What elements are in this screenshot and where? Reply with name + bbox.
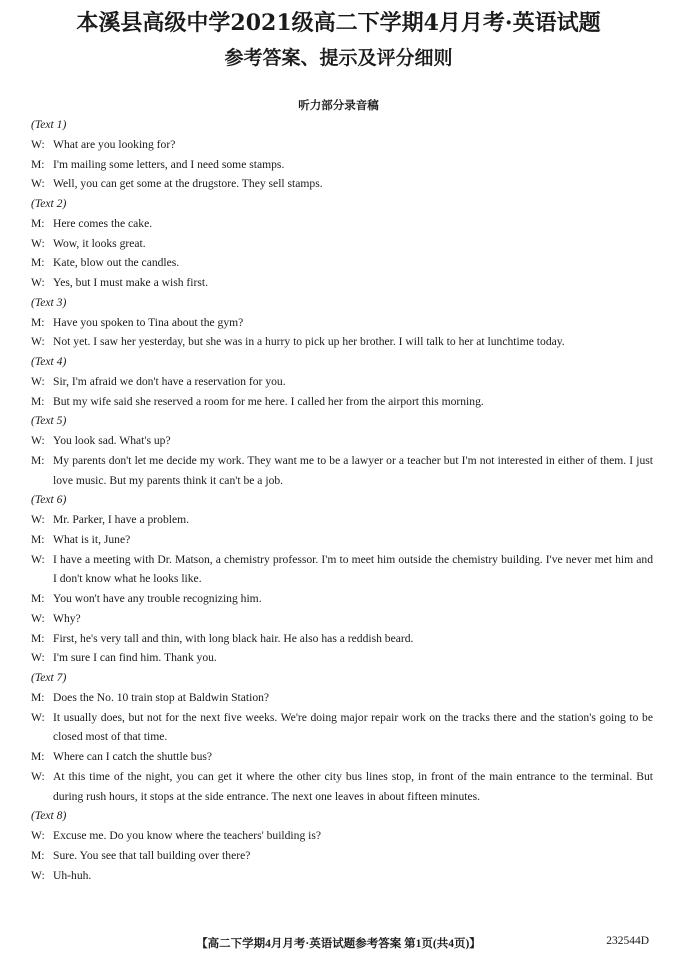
speaker-tag: W: bbox=[31, 769, 45, 783]
text-label: (Text 1) bbox=[31, 118, 67, 131]
speaker-tag: M: bbox=[31, 315, 45, 329]
dialogue-line bbox=[31, 451, 653, 491]
dialogue-text: Sure. You see that tall building over there? bbox=[53, 848, 251, 862]
dialogue-text: First, he's very tall and thin, with long black hair. He also has a reddish beard. bbox=[53, 631, 414, 645]
speaker-tag: M: bbox=[31, 394, 45, 408]
dialogue-line bbox=[31, 332, 653, 352]
speaker-tag: M: bbox=[31, 532, 45, 546]
text-label: (Text 3) bbox=[31, 295, 67, 309]
text-label: (Text 5) bbox=[31, 414, 67, 428]
speaker-tag: W: bbox=[31, 611, 45, 625]
dialogue-text: Mr. Parker, I have a problem. bbox=[53, 513, 190, 526]
speaker-tag: W: bbox=[31, 829, 45, 842]
dialogue-line bbox=[31, 392, 653, 412]
dialogue-text: What is it, June? bbox=[53, 532, 131, 546]
listening-transcript bbox=[31, 115, 653, 885]
speaker-tag: M: bbox=[31, 592, 45, 605]
document-title: 本溪县高级中学2021级高二下学期4月月考·英语试题 bbox=[76, 10, 601, 36]
speaker-tag: W: bbox=[31, 137, 45, 151]
text-label: (Text 6) bbox=[31, 493, 67, 507]
dialogue-text: Kate, blow out the candles. bbox=[53, 256, 180, 270]
speaker-tag: M: bbox=[31, 216, 45, 230]
dialogue-line bbox=[31, 234, 653, 254]
footer-page-info: 【高二下学期4月月考·英语试题参考答案 第1页(共4页)】 bbox=[196, 938, 481, 950]
speaker-tag: M: bbox=[31, 256, 45, 270]
speaker-tag: W: bbox=[31, 513, 45, 526]
speaker-tag: M: bbox=[31, 631, 45, 645]
dialogue-text: At this time of the night, you can get it where the other city bus lines stop, in front of the main entrance to the terminal. But during rush hours, it stops at the side entrance. The next one leaves in about fifteen minutes. bbox=[53, 769, 653, 803]
dialogue-text: Does the No. 10 train stop at Baldwin Station? bbox=[53, 690, 270, 704]
text-label: (Text 4) bbox=[31, 355, 67, 368]
speaker-tag: W: bbox=[31, 434, 45, 447]
dialogue-text: Have you spoken to Tina about the gym? bbox=[53, 315, 244, 329]
dialogue-line bbox=[31, 135, 653, 155]
section-title: 听力部分录音稿 bbox=[298, 98, 379, 112]
dialogue-text: I'm sure I can find him. Thank you. bbox=[53, 651, 217, 665]
dialogue-line bbox=[31, 510, 653, 530]
page-footer bbox=[0, 935, 677, 953]
speaker-tag: W: bbox=[31, 710, 45, 724]
dialogue-line bbox=[31, 609, 653, 629]
speaker-tag: M: bbox=[31, 690, 45, 704]
dialogue-line bbox=[31, 372, 653, 392]
text-label: (Text 7) bbox=[31, 671, 67, 684]
dialogue-line bbox=[31, 253, 653, 273]
dialogue-text: Wow, it looks great. bbox=[53, 236, 146, 250]
dialogue-text: My parents don't let me decide my work. They want me to be a lawyer or a teacher but I'm not interested in either of them. I just love music. But my parents think it can't be a job. bbox=[53, 453, 653, 487]
dialogue-line bbox=[31, 174, 653, 194]
dialogue-line bbox=[31, 431, 653, 451]
dialogue-line bbox=[31, 708, 653, 748]
dialogue-text: Well, you can get some at the drugstore. They sell stamps. bbox=[53, 177, 323, 191]
dialogue-text: But my wife said she reserved a room for me here. I called her from the airport this morning. bbox=[53, 394, 484, 408]
speaker-tag: W: bbox=[31, 177, 45, 191]
text-label: (Text 2) bbox=[31, 197, 67, 210]
dialogue-line bbox=[31, 648, 653, 668]
speaker-tag: M: bbox=[31, 453, 45, 467]
speaker-tag: M: bbox=[31, 750, 45, 763]
dialogue-line bbox=[31, 688, 653, 708]
dialogue-text: Where can I catch the shuttle bus? bbox=[53, 750, 213, 763]
dialogue-line bbox=[31, 767, 653, 807]
dialogue-line bbox=[31, 550, 653, 590]
dialogue-text: I'm mailing some letters, and I need some stamps. bbox=[53, 157, 285, 171]
footer-code: 232544D bbox=[606, 935, 649, 947]
document-subtitle: 参考答案、提示及评分细则 bbox=[224, 47, 453, 69]
speaker-tag: W: bbox=[31, 276, 45, 289]
dialogue-text: Here comes the cake. bbox=[53, 216, 153, 230]
dialogue-line bbox=[31, 273, 653, 293]
dialogue-line bbox=[31, 214, 653, 234]
dialogue-text: Uh-huh. bbox=[53, 868, 92, 882]
dialogue-line bbox=[31, 846, 653, 866]
dialogue-text: What are you looking for? bbox=[53, 137, 176, 151]
dialogue-text: Why? bbox=[53, 611, 81, 625]
speaker-tag: M: bbox=[31, 848, 45, 862]
speaker-tag: W: bbox=[31, 552, 45, 566]
speaker-tag: W: bbox=[31, 236, 45, 250]
dialogue-line bbox=[31, 313, 653, 333]
dialogue-line bbox=[31, 629, 653, 649]
speaker-tag: W: bbox=[31, 868, 45, 882]
dialogue-text: Yes, but I must make a wish first. bbox=[53, 276, 209, 289]
dialogue-line bbox=[31, 155, 653, 175]
speaker-tag: M: bbox=[31, 157, 45, 171]
speaker-tag: W: bbox=[31, 335, 45, 349]
dialogue-line bbox=[31, 826, 653, 846]
dialogue-text: Sir, I'm afraid we don't have a reservation for you. bbox=[53, 374, 286, 388]
dialogue-line bbox=[31, 589, 653, 609]
speaker-tag: W: bbox=[31, 651, 45, 665]
dialogue-text: You look sad. What's up? bbox=[53, 434, 171, 447]
dialogue-text: Not yet. I saw her yesterday, but she was in a hurry to pick up her brother. I will talk to her at lunchtime today. bbox=[53, 335, 565, 349]
dialogue-text: You won't have any trouble recognizing him. bbox=[53, 592, 262, 605]
dialogue-line bbox=[31, 747, 653, 767]
dialogue-line bbox=[31, 530, 653, 550]
dialogue-text: Excuse me. Do you know where the teachers' building is? bbox=[53, 829, 322, 842]
speaker-tag: W: bbox=[31, 374, 45, 388]
dialogue-text: It usually does, but not for the next five weeks. We're doing major repair work on the tracks there and the station's going to be closed most of that time. bbox=[53, 710, 653, 744]
dialogue-line bbox=[31, 866, 653, 886]
text-label: (Text 8) bbox=[31, 809, 67, 823]
dialogue-text: I have a meeting with Dr. Matson, a chemistry professor. I'm to meet him outside the chemistry building. I've never met him and I don't know what he looks like. bbox=[53, 552, 653, 586]
